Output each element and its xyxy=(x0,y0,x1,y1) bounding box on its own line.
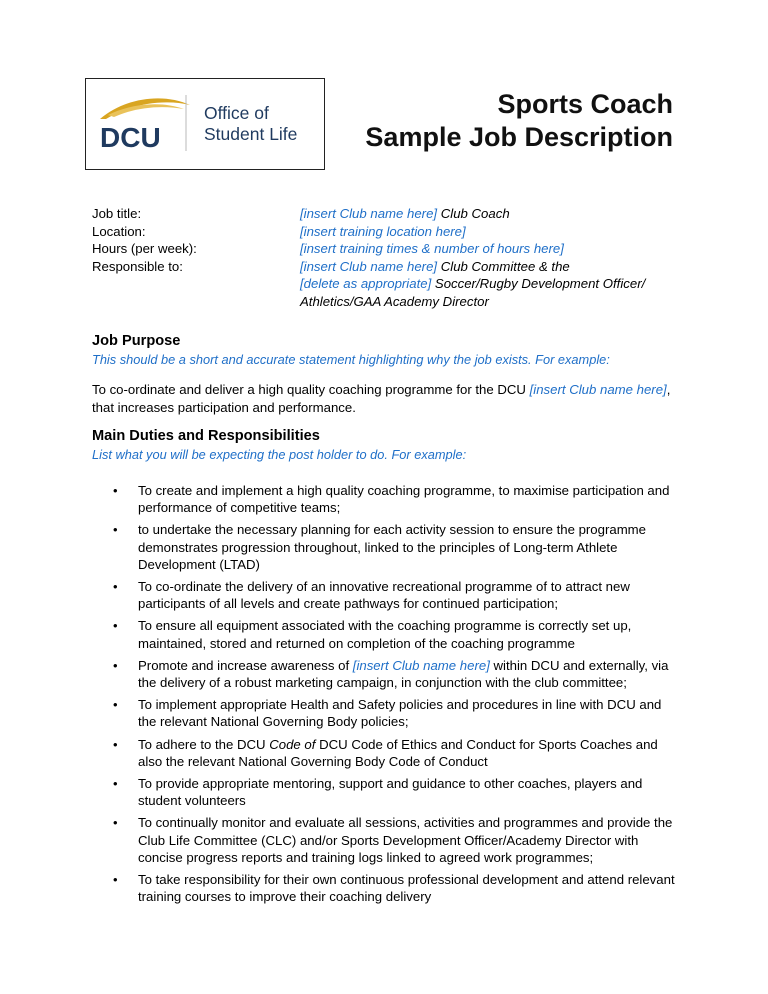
logo-brand-text: DCU xyxy=(100,122,161,153)
duty-text: To take responsibility for their own continuous professional development and attend relevant training courses to improve their coaching delivery xyxy=(138,872,675,905)
duties-note: List what you will be expecting the post holder to do. For example: xyxy=(92,447,467,462)
job-title-label: Job title: xyxy=(92,206,142,221)
duty-text-before: To adhere to the DCU xyxy=(138,736,270,752)
list-item xyxy=(92,814,682,866)
duty-text: To implement appropriate Health and Safety policies and procedures in line with DCU and the relevant National Governing Body policies; xyxy=(138,697,662,730)
location-placeholder: [insert training location here] xyxy=(300,223,466,239)
job-title-text: Club Coach xyxy=(437,206,510,221)
hours-label: Hours (per week): xyxy=(92,241,197,256)
duty-text: To create and implement a high quality coaching programme, to maximise participation and performance of competitive teams; xyxy=(138,483,670,516)
location-row xyxy=(92,223,720,241)
responsible-placeholder1: [insert Club name here] xyxy=(300,258,438,274)
bullet-icon: • xyxy=(113,697,118,713)
duty-text: To continually monitor and evaluate all sessions, activities and programmes and provide the Club Life Committee (CLC) and/or Sports Development Officer/Academy Director with concise progress reports and training logs linked to agreed work programmes; xyxy=(138,815,673,865)
hours-row xyxy=(92,240,720,258)
list-item xyxy=(92,657,682,691)
duty-text: To provide appropriate mentoring, support and guidance to other coaches, players and student volunteers xyxy=(138,776,643,809)
bullet-icon: • xyxy=(113,736,118,752)
duty-text-after: DCU Code of Ethics and Conduct for Sports Coaches and also the relevant National Governing Body Code of Conduct xyxy=(138,736,658,769)
list-item xyxy=(92,871,682,905)
responsible-value xyxy=(300,258,720,311)
bullet-icon: • xyxy=(113,522,118,538)
list-item xyxy=(92,578,682,612)
job-purpose-heading: Job Purpose xyxy=(92,333,181,349)
job-purpose-text xyxy=(92,381,682,416)
job-title-value xyxy=(300,205,720,223)
title-line2: Sample Job Description xyxy=(365,122,673,152)
logo-office-text xyxy=(204,103,297,145)
list-item xyxy=(92,482,682,516)
bullet-icon: • xyxy=(113,872,118,888)
list-item xyxy=(92,521,682,573)
bullet-icon: • xyxy=(113,579,118,595)
purpose-placeholder: [insert Club name here] xyxy=(529,382,667,397)
duties-heading: Main Duties and Responsibilities xyxy=(92,428,320,444)
duty-text-before: Promote and increase awareness of xyxy=(138,657,353,673)
bullet-icon: • xyxy=(113,657,118,673)
duty-text: To co-ordinate the delivery of an innovative recreational programme of to attract new participants of all levels and create pathways for continued participation; xyxy=(138,579,630,612)
job-title-placeholder: [insert Club name here] xyxy=(300,206,438,221)
duty-italic: Code of xyxy=(269,736,316,752)
duties-list xyxy=(92,482,682,910)
list-item xyxy=(92,736,682,770)
list-item xyxy=(92,617,682,651)
logo-line1: Office of xyxy=(204,103,269,123)
bullet-icon: • xyxy=(113,815,118,831)
dcu-logo xyxy=(85,78,325,170)
bullet-icon: • xyxy=(113,483,118,498)
purpose-text-after: , that increases participation and performance. xyxy=(92,382,671,415)
purpose-text-before: To co-ordinate and deliver a high quality coaching programme for the DCU xyxy=(92,382,530,397)
title-line1: Sports Coach xyxy=(497,89,673,119)
hours-placeholder: [insert training times & number of hours here] xyxy=(300,241,564,256)
responsible-text1: Club Committee & the xyxy=(437,258,570,274)
job-details xyxy=(92,205,720,310)
responsible-placeholder2: [delete as appropriate] xyxy=(300,276,432,291)
page-title xyxy=(365,88,673,154)
logo-line2: Student Life xyxy=(204,124,298,144)
job-purpose-note: This should be a short and accurate statement highlighting why the job exists. For example: xyxy=(92,352,610,367)
responsible-text3: Athletics/GAA Academy Director xyxy=(300,293,489,309)
responsible-text2: Soccer/Rugby Development Officer/ xyxy=(431,276,646,291)
bullet-icon: • xyxy=(113,618,118,634)
duty-text: To ensure all equipment associated with the coaching programme is correctly set up, maintained, stored and returned on completion of the coaching programme xyxy=(138,618,632,651)
list-item xyxy=(92,775,682,809)
job-title-row xyxy=(92,205,720,223)
location-label: Location: xyxy=(92,223,146,239)
duty-placeholder: [insert Club name here] xyxy=(352,657,490,673)
list-item xyxy=(92,696,682,730)
duty-text-after: within DCU and externally, via the delivery of a robust marketing campaign, in conjunction with the club committee; xyxy=(138,657,669,691)
bullet-icon: • xyxy=(113,776,118,792)
responsible-row xyxy=(92,258,720,311)
responsible-label: Responsible to: xyxy=(92,258,183,274)
duty-text: to undertake the necessary planning for each activity session to ensure the programme demonstrates progression throughout, linked to the principles of Long-term Athlete Development (LTAD) xyxy=(138,522,647,572)
